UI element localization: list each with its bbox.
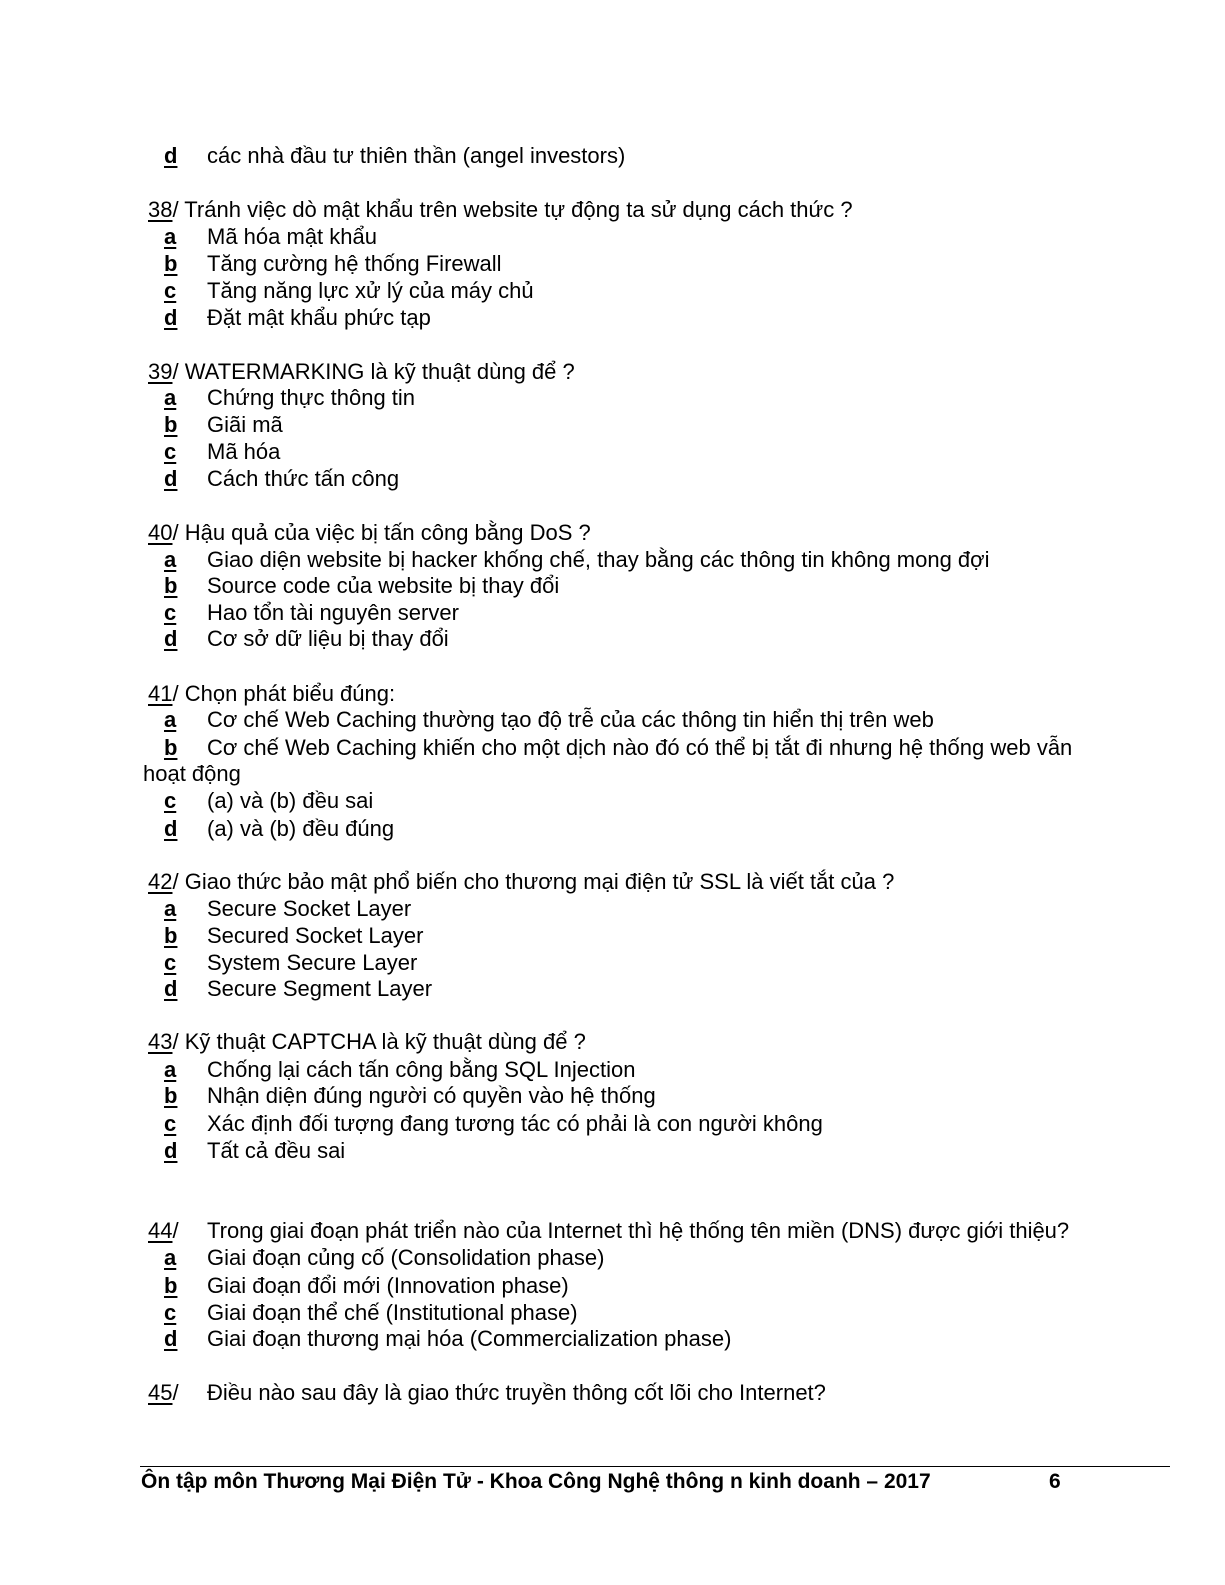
option-letter: d [164, 466, 178, 491]
option-letter: a [164, 385, 177, 410]
option-letter: d [164, 1326, 178, 1351]
option-letter: b [164, 251, 178, 276]
option-letter: a [164, 1057, 177, 1082]
option-letter: b [164, 1273, 178, 1298]
question-text: / Kỹ thuật CAPTCHA là kỹ thuật dùng để ? [172, 1029, 586, 1054]
option-letter: a [164, 224, 177, 249]
option-text: Source code của website bị thay đổi [207, 573, 560, 598]
question-number: 38 [148, 197, 173, 222]
question-44 [148, 1218, 179, 1244]
option-text: các nhà đầu tư thiên thần (angel investors) [207, 143, 626, 168]
option-text: Secure Socket Layer [207, 896, 412, 921]
option-text: (a) và (b) đều sai [207, 788, 374, 813]
question-number: 42 [148, 869, 173, 894]
option-letter: c [164, 788, 177, 813]
page-footer: Ôn tập môn Thương Mại Điện Tử - Khoa Công Nghệ thông n kinh doanh – 2017 [141, 1470, 931, 1493]
question-number: 45 [148, 1380, 173, 1405]
option-text-continuation: hoạt động [143, 761, 241, 786]
option-letter: c [164, 1111, 177, 1136]
question-number: 40 [148, 520, 173, 545]
question-slash: / [172, 1218, 179, 1243]
question-slash: / [172, 1380, 179, 1405]
option-letter: d [164, 143, 178, 168]
question-38 [148, 197, 853, 223]
option-letter: b [164, 923, 178, 948]
option-text: Nhận diện đúng người có quyền vào hệ thống [207, 1083, 656, 1108]
question-42 [148, 869, 894, 895]
option-text: Hao tổn tài nguyên server [207, 600, 459, 625]
question-text: / Giao thức bảo mật phổ biến cho thương mại điện tử SSL là viết tắt của ? [172, 869, 895, 894]
question-39 [148, 359, 575, 385]
option-letter: d [164, 816, 178, 841]
question-number: 43 [148, 1029, 173, 1054]
option-text: Giãi mã [207, 412, 283, 437]
option-letter: a [164, 547, 177, 572]
option-letter: c [164, 1300, 177, 1325]
question-43 [148, 1029, 586, 1055]
option-text: Giai đoạn đổi mới (Innovation phase) [207, 1273, 569, 1298]
question-text: / Hậu quả của việc bị tấn công bằng DoS ? [172, 520, 591, 545]
question-text: Trong giai đoạn phát triển nào của Internet thì hệ thống tên miền (DNS) được giới thiệu? [207, 1218, 1070, 1243]
option-letter: b [164, 735, 178, 760]
option-text: Cơ sở dữ liệu bị thay đổi [207, 626, 449, 651]
option-text: Giao diện website bị hacker khống chế, thay bằng các thông tin không mong đợi [207, 547, 990, 572]
question-41 [148, 681, 395, 707]
option-text: Giai đoạn thể chế (Institutional phase) [207, 1300, 578, 1325]
option-letter: d [164, 1138, 178, 1163]
option-text: Secured Socket Layer [207, 923, 424, 948]
option-text: Secure Segment Layer [207, 976, 433, 1001]
option-letter: d [164, 305, 178, 330]
option-letter: a [164, 707, 177, 732]
option-text: Chống lại cách tấn công bằng SQL Injection [207, 1057, 636, 1082]
option-text: Cơ chế Web Caching khiến cho một dịch nào đó có thể bị tắt đi nhưng hệ thống web vẫn [207, 735, 1073, 760]
question-text: Điều nào sau đây là giao thức truyền thông cốt lõi cho Internet? [207, 1380, 826, 1405]
option-text: Chứng thực thông tin [207, 385, 416, 410]
option-letter: a [164, 1245, 177, 1270]
option-letter: d [164, 976, 178, 1001]
option-text: Tăng cường hệ thống Firewall [207, 251, 502, 276]
option-text: Tất cả đều sai [207, 1138, 346, 1163]
question-text: / Tránh việc dò mật khẩu trên website tự động ta sử dụng cách thức ? [172, 197, 853, 222]
question-text: / Chọn phát biểu đúng: [172, 681, 396, 706]
option-text: (a) và (b) đều đúng [207, 816, 395, 841]
option-text: Giai đoạn củng cố (Consolidation phase) [207, 1245, 605, 1270]
option-letter: b [164, 573, 178, 598]
option-letter: c [164, 600, 177, 625]
question-number: 44 [148, 1218, 173, 1243]
option-text: System Secure Layer [207, 950, 418, 975]
option-letter: c [164, 950, 177, 975]
option-text: Cơ chế Web Caching thường tạo độ trễ của các thông tin hiển thị trên web [207, 707, 934, 732]
option-letter: b [164, 1083, 178, 1108]
option-text: Mã hóa [207, 439, 281, 464]
option-text: Xác định đối tượng đang tương tác có phải là con người không [207, 1111, 823, 1136]
option-text: Giai đoạn thương mại hóa (Commercialization phase) [207, 1326, 732, 1351]
option-text: Mã hóa mật khẩu [207, 224, 377, 249]
option-text: Cách thức tấn công [207, 466, 400, 491]
question-45 [148, 1380, 179, 1406]
footer-divider [140, 1466, 1170, 1467]
option-letter: c [164, 439, 177, 464]
option-letter: a [164, 896, 177, 921]
question-text: / WATERMARKING là kỹ thuật dùng để ? [172, 359, 575, 384]
question-number: 39 [148, 359, 173, 384]
question-40 [148, 520, 591, 546]
option-text: Đặt mật khẩu phức tạp [207, 305, 431, 330]
option-letter: d [164, 626, 178, 651]
option-letter: c [164, 278, 177, 303]
option-text: Tăng năng lực xử lý của máy chủ [207, 278, 534, 303]
option-letter: b [164, 412, 178, 437]
question-number: 41 [148, 681, 173, 706]
page-number: 6 [1049, 1470, 1061, 1493]
